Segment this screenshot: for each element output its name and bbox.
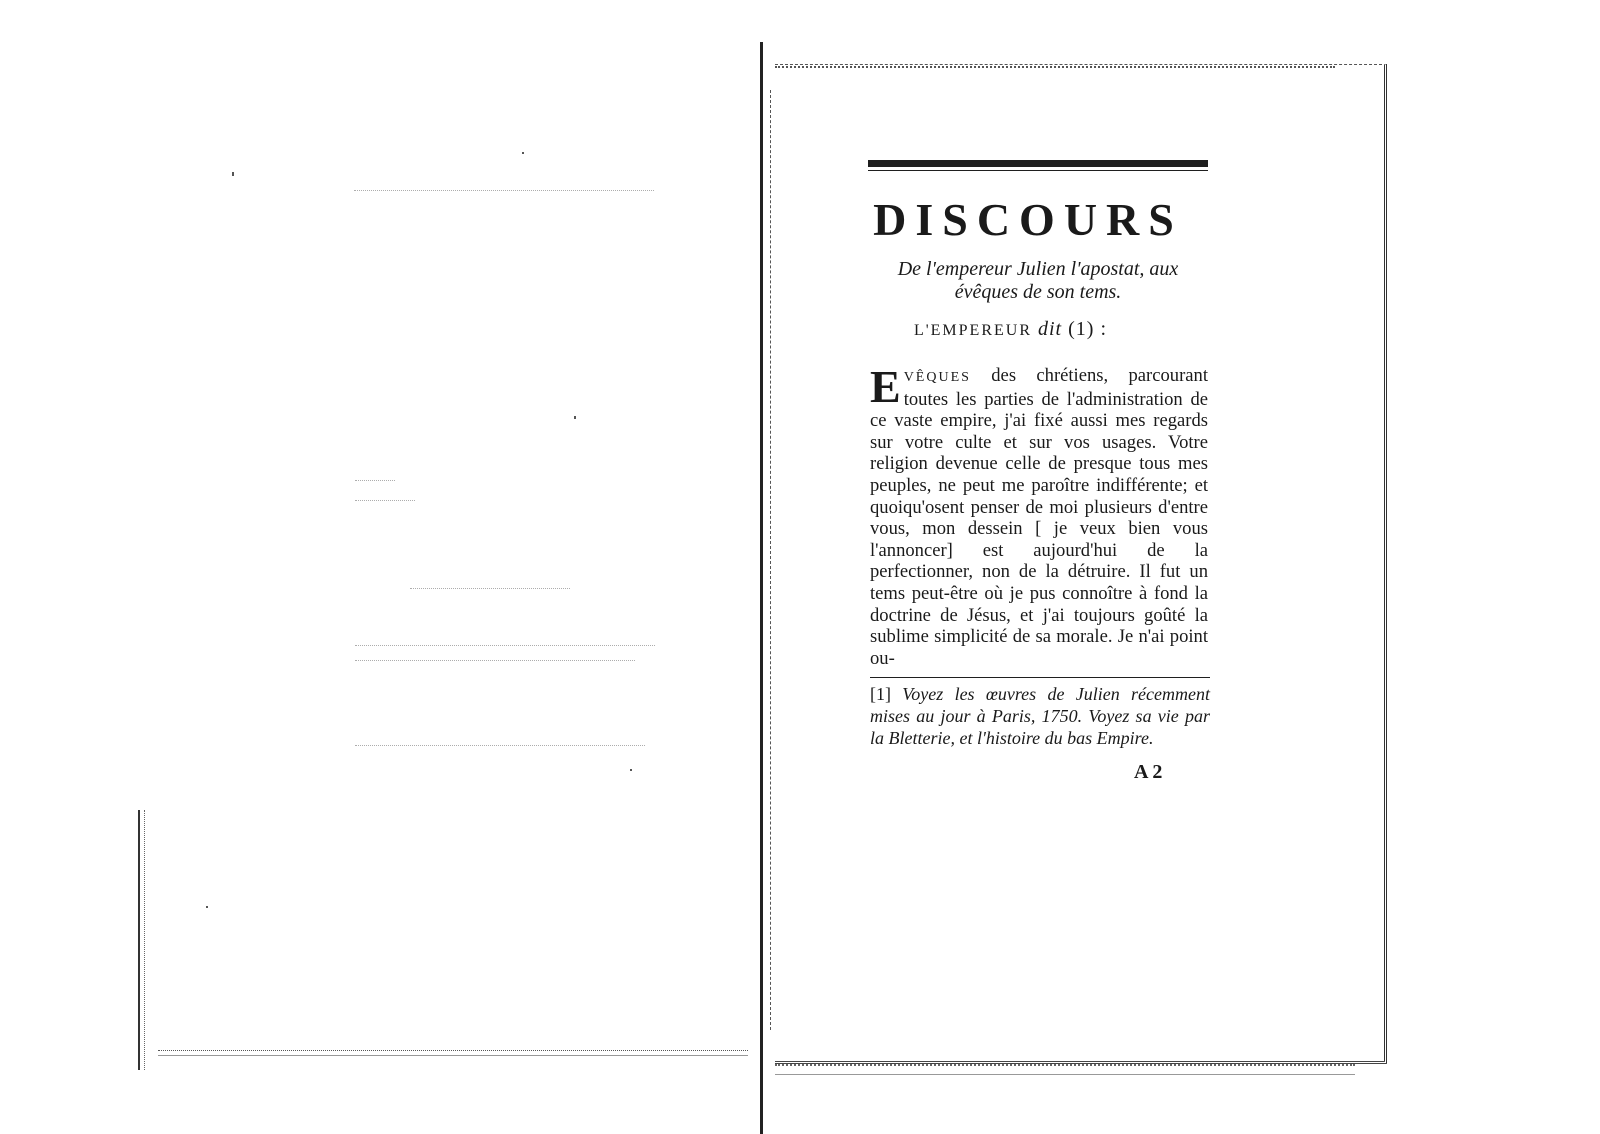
page-subtitle <box>868 258 1208 304</box>
left-page-edge <box>138 810 145 1070</box>
ink-speck <box>574 416 576 419</box>
speaker-note-ref: (1) : <box>1068 318 1108 340</box>
footnote-text: Voyez les œuvres de Julien récemment mises au jour à Paris, 1750. Voyez sa vie par la Bletterie, et l'histoire du bas Empire. <box>870 684 1210 748</box>
header-ornament-rule <box>868 160 1208 171</box>
bleed-through-mark <box>355 480 395 481</box>
body-paragraph <box>870 361 1208 669</box>
ink-speck <box>522 152 524 154</box>
left-page-bottom-edge <box>158 1050 748 1056</box>
speaker-verb: dit <box>1038 318 1063 340</box>
page-bottom-edge <box>775 1064 1355 1075</box>
subtitle-line-2: évêques de son tems. <box>954 281 1122 303</box>
left-blank-page <box>138 40 760 1060</box>
first-word-small-caps: VÊQUES <box>903 370 971 385</box>
bleed-through-mark <box>354 190 654 191</box>
ink-speck <box>232 172 234 176</box>
page-top-edge <box>775 61 1335 68</box>
body-text: des chrétiens, parcourant toutes les parties de l'administration de ce vaste empire, j'ai fixé aussi mes regards sur votre culte et sur vos usages. Votre religion devenue celle de presque tous mes peuples, ne peut me paroître indifférente; et quoiqu'osent penser de moi plusieurs d'entre vous, mon dessein [ je veux bien vous l'annoncer] est aujourd'hui de la perfectionner, non de la détruire. Il fut un tems peut-être où je pus connoître à fond la doctrine de Jésus, et j'ai toujours goûté la sublime simplicité de sa morale. Je n'ai point ou- <box>870 365 1208 669</box>
bleed-through-mark <box>355 660 635 661</box>
speaker-line <box>914 318 1212 341</box>
page-content <box>844 160 1212 784</box>
bleed-through-mark <box>355 645 655 646</box>
speaker-name: L'EMPEREUR <box>914 322 1032 339</box>
ink-speck <box>206 906 208 908</box>
footnote-rule <box>870 677 1210 678</box>
signature-mark: A 2 <box>1134 761 1163 784</box>
bleed-through-mark <box>355 500 415 501</box>
bleed-through-mark <box>410 588 570 589</box>
book-gutter <box>760 42 763 1134</box>
ink-speck <box>630 769 632 771</box>
page-title: DISCOURS <box>873 194 1183 245</box>
drop-cap: E <box>870 361 901 412</box>
bleed-through-mark <box>355 745 645 746</box>
footnote <box>870 684 1210 749</box>
subtitle-line-1: De l'empereur Julien l'apostat, aux <box>897 258 1179 280</box>
footnote-marker: [1] <box>870 684 891 705</box>
gutter-shadow <box>770 90 772 1030</box>
